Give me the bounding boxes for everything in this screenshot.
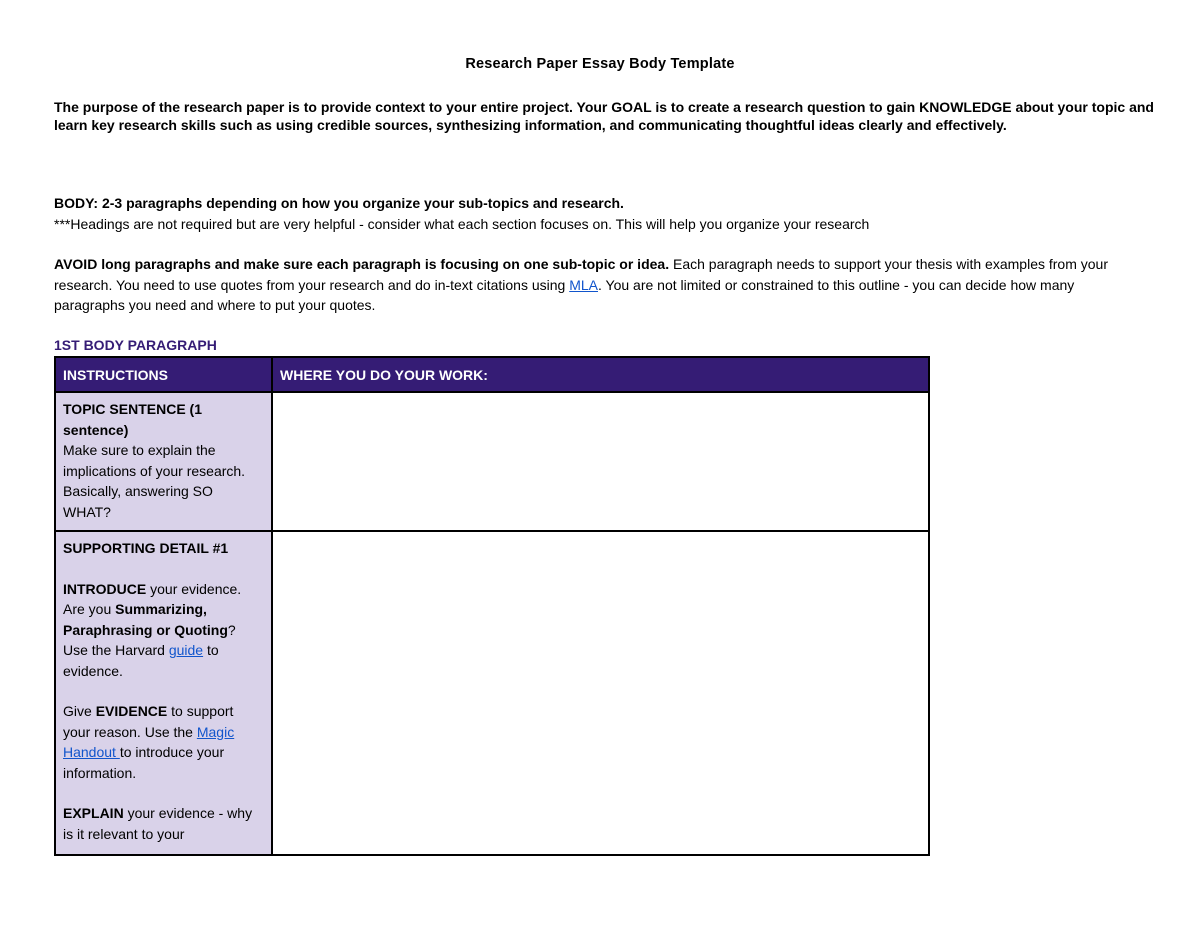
evidence-block [63, 701, 264, 783]
explain-text: your evidence - why is it relevant to your [63, 805, 253, 842]
introduce-bold-2: Summarizing, Paraphrasing or Quoting [63, 601, 228, 638]
table-header-row [55, 357, 929, 392]
support-instructions-cell [55, 531, 272, 855]
instructions-header: INSTRUCTIONS [55, 357, 272, 392]
introduce-block [63, 579, 264, 682]
explain-bold: EXPLAIN [63, 805, 124, 821]
supporting-detail-row [55, 531, 929, 855]
introduce-text-2: ? Use the Harvard [63, 621, 236, 658]
avoid-text-1: Each paragraph needs to support your thesis with examples from your research. You need to use quotes from your research and do in-text citations using [54, 256, 1108, 293]
guide-link[interactable]: guide [168, 642, 204, 658]
evidence-text: to support your reason. Use the [63, 703, 234, 740]
avoid-paragraph [54, 254, 1134, 316]
body-note: ***Headings are not required but are very helpful - consider what each section focuses on. This will help you organize your research [54, 216, 870, 232]
body-paragraph-table [54, 356, 930, 856]
evidence-text-2: to introduce your information. [63, 744, 225, 781]
body-instructions [54, 193, 1154, 235]
explain-block [63, 803, 264, 844]
topic-instructions-cell [55, 392, 272, 531]
introduce-bold: INTRODUCE [63, 580, 147, 597]
support-label: SUPPORTING DETAIL #1 [63, 540, 229, 556]
topic-work-cell[interactable] [272, 392, 929, 531]
introduce-text: your evidence. Are you [63, 580, 242, 617]
work-header: WHERE YOU DO YOUR WORK: [272, 357, 929, 392]
evidence-bold: EVIDENCE [95, 703, 168, 719]
topic-label: TOPIC SENTENCE (1 sentence) [63, 401, 202, 438]
avoid-bold-text: AVOID long paragraphs and make sure each paragraph is focusing on one sub-topic or idea. [54, 256, 670, 272]
topic-sentence-row [55, 392, 929, 531]
give-text: Give [63, 703, 96, 719]
mla-link[interactable]: MLA [569, 276, 598, 293]
topic-text: Make sure to explain the implications of your research. Basically, answering SO WHAT? [63, 442, 246, 520]
section-heading: 1ST BODY PARAGRAPH [54, 337, 217, 353]
support-work-cell[interactable] [272, 531, 929, 855]
avoid-text-2: . You are not limited or constrained to this outline - you can decide how many paragraphs you need and where to put your quotes. [54, 276, 1075, 313]
magic-handout-link[interactable]: Magic Handout [63, 723, 235, 760]
introduce-text-3: to evidence. [63, 642, 219, 679]
purpose-paragraph: The purpose of the research paper is to provide context to your entire project. Your GOAL is to create a research question to gain KNOWLEDGE about your topic and learn key research skills such as using credible sources, synthesizing information, and communicating thoughtful ideas clearly and effectively. [54, 99, 1154, 133]
body-heading: BODY: 2-3 paragraphs depending on how you organize your sub-topics and research. [54, 195, 624, 211]
document-title: Research Paper Essay Body Template [465, 56, 735, 72]
